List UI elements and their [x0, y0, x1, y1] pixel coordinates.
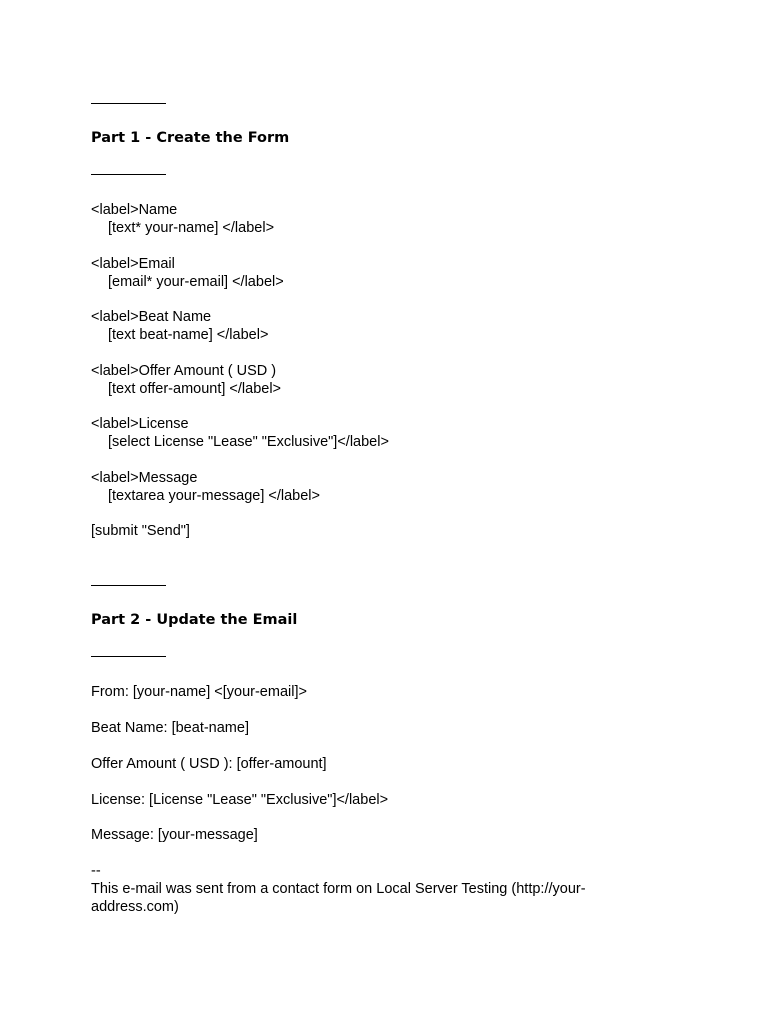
from-line: From: [your-name] <[your-email]> — [91, 684, 307, 700]
email-tag-line: [email* your-email] </label> — [108, 274, 284, 290]
beat-name-tag-line: [text beat-name] </label> — [108, 327, 269, 343]
message-tag-line: [textarea your-message] </label> — [108, 488, 320, 504]
horizontal-rule — [91, 174, 166, 175]
submit-line: [submit "Send"] — [91, 523, 190, 539]
message-label-line: <label>Message — [91, 470, 198, 486]
name-label-line: <label>Name — [91, 202, 178, 218]
signature-separator: -- — [91, 863, 101, 879]
message-line: Message: [your-message] — [91, 827, 258, 843]
part2-heading: Part 2 - Update the Email — [91, 612, 298, 628]
beat-name-label-line: <label>Beat Name — [91, 309, 212, 325]
part1-heading: Part 1 - Create the Form — [91, 130, 290, 146]
footer-text: This e-mail was sent from a contact form on Local Server Testing (http://your-address.com) — [91, 881, 586, 915]
offer-amount-line: Offer Amount ( USD ): [offer-amount] — [91, 756, 327, 772]
horizontal-rule — [91, 103, 166, 104]
offer-amount-tag-line: [text offer-amount] </label> — [108, 381, 282, 397]
name-tag-line: [text* your-name] </label> — [108, 220, 275, 236]
license-line: License: [License "Lease" "Exclusive"]</label> — [91, 792, 389, 808]
horizontal-rule — [91, 656, 166, 657]
beat-name-line: Beat Name: [beat-name] — [91, 720, 249, 736]
license-tag-line: [select License "Lease" "Exclusive"]</label> — [108, 434, 389, 450]
license-label-line: <label>License — [91, 416, 189, 432]
email-label-line: <label>Email — [91, 256, 175, 272]
offer-amount-label-line: <label>Offer Amount ( USD ) — [91, 363, 277, 379]
horizontal-rule — [91, 585, 166, 586]
